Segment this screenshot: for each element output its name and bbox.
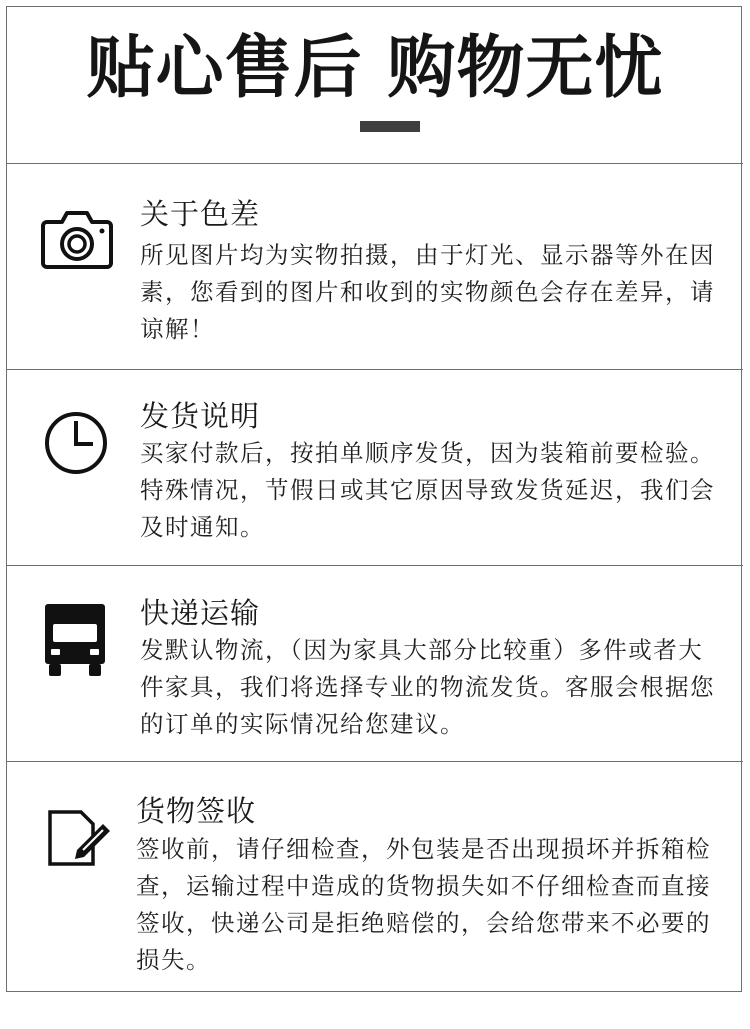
header (7, 7, 743, 164)
section-text: 买家付款后，按拍单顺序发货，因为装箱前要检验。特殊情况，节假日或其它原因导致发货延迟，我们会及时通知。 (140, 439, 715, 541)
section-express-transport (7, 566, 743, 762)
section-text: 发默认物流，（因为家具大部分比较重）多件或者大件家具，我们将选择专业的物流发货。客服会根据您的订单的实际情况给您建议。 (140, 636, 715, 738)
truck-icon (43, 602, 107, 678)
page-title: 贴心售后 购物无忧 (86, 29, 664, 108)
section-title: 发货说明 (140, 399, 261, 433)
sign-document-icon (47, 806, 113, 866)
section-color-difference (7, 164, 743, 370)
clock-icon (43, 410, 109, 476)
section-text: 签收前，请仔细检查，外包装是否出现损坏并拆箱检查，运输过程中造成的货物损失如不仔细检查而直接签收，快递公司是拒绝赔偿的，会给您带来不必要的损失。 (136, 835, 711, 974)
section-text: 所见图片均为实物拍摄，由于灯光、显示器等外在因素，您看到的图片和收到的实物颜色会存在差异，请谅解！ (140, 241, 715, 343)
section-title: 关于色差 (140, 197, 261, 231)
section-shipping-notes (7, 370, 743, 566)
section-title: 快递运输 (140, 596, 261, 630)
section-title: 货物签收 (136, 794, 257, 828)
title-underline (360, 121, 420, 132)
section-goods-receipt (7, 762, 743, 992)
service-panel (6, 6, 742, 992)
camera-icon (40, 210, 114, 270)
